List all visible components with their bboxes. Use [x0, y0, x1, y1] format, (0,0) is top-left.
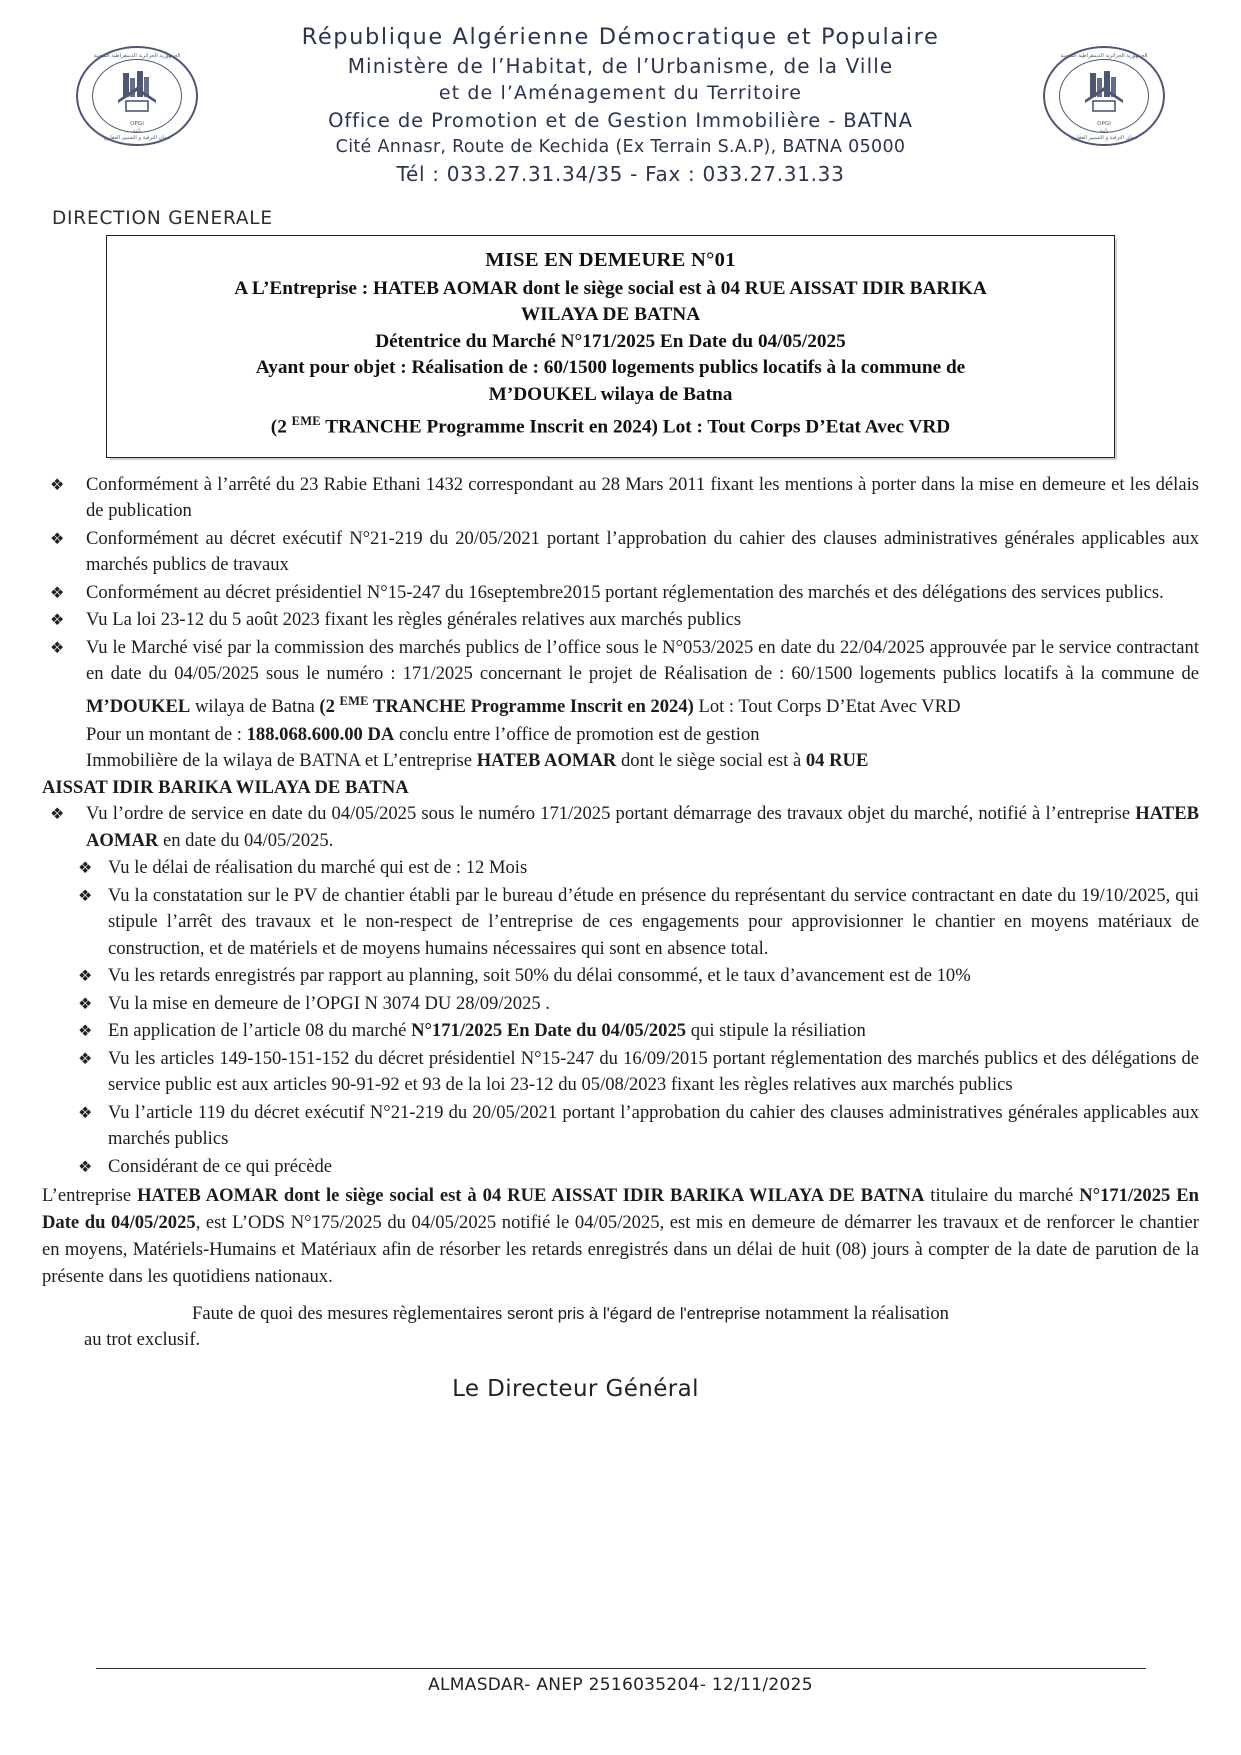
page-footer: [0, 1668, 1241, 1695]
diamond-bullet-icon: ❖: [78, 968, 93, 986]
list-item: [42, 1100, 1199, 1153]
conclusion-rest: , est L’ODS N°175/2025 du 04/05/2025 notifié le 04/05/2025, est mis en demeure de démarrer les travaux et de renforcer le chantier en moyens, Matériels-Humains et Matériaux afin de résorber les retards enregistrés dans un délai de huit (08) jours à compter de la date de parution de la présente dans les quotidiens nationaux.: [42, 1212, 1199, 1288]
list-item: [42, 991, 1199, 1018]
conclusion-prefix: L’entreprise: [42, 1185, 138, 1207]
tranche-superscript: EME: [291, 414, 321, 428]
stamp-arabic-bottom-text: ديوان الترقية و التسيير العقاري: [1070, 134, 1138, 141]
commune-name: M’DOUKEL: [86, 696, 191, 718]
stamp-caption-secondary: باتنة: [1099, 128, 1109, 134]
list-item: [42, 472, 1199, 525]
title-line-marche: Détentrice du Marché N°171/2025 En Date du 04/05/2025: [375, 330, 846, 352]
list-item: [42, 1018, 1199, 1045]
opgi-building-logo-icon: [106, 70, 168, 118]
diamond-bullet-icon: ❖: [78, 1104, 93, 1122]
diamond-bullet-icon: ❖: [78, 995, 93, 1013]
tranche-superscript: EME: [339, 693, 369, 708]
stamp-arabic-bottom-text: ديوان الترقية و التسيير العقاري: [103, 134, 171, 141]
list-item-text: Vu les retards enregistrés par rapport au planning, soit 50% du délai consommé, et le taux d’avancement est de 10%: [108, 965, 971, 987]
company-address-part: 04 RUE: [805, 750, 869, 772]
title-box-wrapper: [106, 235, 1115, 458]
faute-continuation: au trot exclusif.: [84, 1329, 201, 1351]
phone-fax-line: Tél : 033.27.31.34/35 - Fax : 033.27.31.33: [396, 162, 845, 186]
list-item-text-cont: wilaya de Batna: [190, 696, 320, 718]
faute-de-quoi-paragraph: [42, 1300, 1199, 1327]
company-name: HATEB AOMAR: [86, 803, 1199, 851]
tranche-prefix: (2: [270, 416, 292, 438]
list-item: [42, 607, 1199, 634]
amount-suffix: conclu entre l’office de promotion est de gestion: [394, 723, 760, 745]
tranche-bold-prefix: (2: [319, 696, 340, 718]
footer-anep-reference: ALMASDAR- ANEP 2516035204- 12/11/2025: [428, 1675, 813, 1695]
inserted-clause-text: seront pris à l'égard de l'entreprise: [506, 1304, 761, 1324]
immo-prefix: Immobilière de la wilaya de BATNA et L’entreprise: [86, 750, 477, 772]
list-item-text: Vu les articles 149-150-151-152 du décret présidentiel N°15-247 du 16/09/2015 portant réglementation des marchés publics et des délégations de service public est aux articles 90-91-92 et 93 de la loi 23-12 du 05/08/2023 fixant les règles relatives aux marchés publics: [108, 1047, 1199, 1096]
letterhead: [0, 0, 1241, 200]
tranche-bold-suffix: TRANCHE Programme Inscrit en 2024): [368, 696, 694, 718]
list-item-text: Vu le Marché visé par la commission des marchés publics de l’office sous le N°053/2025 en date du 22/04/2025 approuvée par le service contractant en date du 04/05/2025 sous le numéro : 171/2025 concernant le projet de Réalisation de : 60/1500 logements publics locatifs à la commune de: [86, 636, 1199, 685]
address-line: Cité Annasr, Route de Kechida (Ex Terrain S.A.P), BATNA 05000: [335, 137, 906, 157]
list-item: [42, 635, 1199, 721]
diamond-bullet-icon: ❖: [50, 612, 65, 630]
direction-generale-label: DIRECTION GENERALE: [52, 208, 273, 229]
diamond-bullet-icon: ❖: [78, 1050, 93, 1068]
list-item-text: Conformément à l’arrêté du 23 Rabie Ethani 1432 correspondant au 28 Mars 2011 fixant les mentions à porter dans la mise en demeure et les délais de publication: [86, 473, 1199, 522]
diamond-bullet-icon: ❖: [78, 1158, 93, 1176]
market-reference: N°171/2025 En Date du 04/05/2025: [42, 1185, 1199, 1234]
ministry-line-2: et de l’Aménagement du Territoire: [438, 82, 803, 104]
official-stamp-right: [1043, 46, 1165, 146]
republic-line: République Algérienne Démocratique et Populaire: [301, 24, 940, 50]
mise-en-demeure-title-box: [106, 235, 1115, 458]
faute-suffix: notamment la réalisation: [760, 1303, 949, 1325]
market-reference: N°171/2025 En Date du 04/05/2025: [411, 1020, 687, 1042]
stamp-arabic-top-text: الجمهورية الجزائرية الديمقراطية الشعبية: [93, 52, 181, 59]
faute-prefix: Faute de quoi des mesures règlementaires: [192, 1303, 507, 1325]
title-line-tranche: [121, 408, 1100, 441]
company-address-full: AISSAT IDIR BARIKA WILAYA DE BATNA: [42, 776, 409, 798]
amount-prefix: Pour un montant de :: [86, 723, 247, 745]
ministry-line-1: Ministère de l’Habitat, de l’Urbanisme, de la Ville: [347, 54, 894, 78]
immobiliere-paragraph: [42, 748, 1199, 775]
diamond-bullet-icon: ❖: [78, 887, 93, 905]
list-item: [42, 526, 1199, 579]
list-item-text: Conformément au décret exécutif N°21-219 du 20/05/2021 portant l’approbation du cahier des clauses administratives générales applicables aux marchés publics de travaux: [86, 527, 1199, 576]
list-item-text: Vu l’ordre de service en date du 04/05/2025 sous le numéro 171/2025 portant démarrage des travaux objet du marché, notifié à l’entreprise: [86, 803, 1136, 825]
official-stamp-left: [76, 46, 198, 146]
contract-amount: 188.068.600.00 DA: [246, 723, 395, 745]
immo-mid: dont le siège social est à: [616, 750, 806, 772]
list-item-text: Considérant de ce qui précède: [108, 1155, 333, 1177]
stamp-arabic-top-text: الجمهورية الجزائرية الديمقراطية الشعبية: [1060, 52, 1148, 59]
conclusion-mid: titulaire du marché: [924, 1185, 1080, 1207]
list-item-text: Vu le délai de réalisation du marché qui est de : 12 Mois: [108, 857, 528, 879]
diamond-bullet-icon: ❖: [50, 530, 65, 548]
list-item-text-cont: qui stipule la résiliation: [686, 1020, 866, 1042]
company-address-line: [42, 775, 1199, 802]
amount-paragraph: [42, 722, 1199, 749]
signature-title: Le Directeur Général: [452, 1375, 699, 1402]
list-item-text: Vu la constatation sur le PV de chantier établi par le bureau d’étude en présence du représentant du service contractant en date du 19/10/2025, qui stipule l’arrêt des travaux et le non-respect de l’entreprise de ces engagements pour approvisionner le chantier en moyens matériaux de construction, et de matériels et de moyens humains nécessaires qui sont en absence total.: [108, 884, 1199, 959]
title-line-wilaya: WILAYA DE BATNA: [520, 304, 701, 325]
opgi-building-logo-icon: [1073, 70, 1135, 118]
stamp-caption: OPGI: [1097, 121, 1111, 127]
list-item-text: Vu l’article 119 du décret exécutif N°21-219 du 20/05/2021 portant l’approbation du cahier des clauses administratives générales applicables aux marchés publics: [108, 1101, 1199, 1150]
diamond-bullet-icon: ❖: [50, 476, 65, 494]
diamond-bullet-icon: ❖: [50, 584, 65, 602]
tranche-suffix: TRANCHE Programme Inscrit en 2024) Lot : Tout Corps D’Etat Avec VRD: [320, 416, 951, 438]
title-line-commune: M’DOUKEL wilaya de Batna: [488, 383, 733, 405]
list-item: [42, 1046, 1199, 1099]
title-line-entreprise: A L’Entreprise : HATEB AOMAR dont le siège social est à 04 RUE AISSAT IDIR BARIKA: [234, 277, 987, 299]
list-item: [42, 801, 1199, 854]
conclusion-paragraph: [42, 1182, 1199, 1290]
company-name: HATEB AOMAR: [476, 750, 617, 772]
diamond-bullet-icon: ❖: [78, 860, 93, 878]
list-item: [42, 580, 1199, 607]
document-body: [42, 472, 1199, 1402]
list-item: [42, 1154, 1199, 1181]
list-item-text: Vu La loi 23-12 du 5 août 2023 fixant les règles générales relatives aux marchés publics: [86, 609, 742, 631]
title-line-objet: Ayant pour objet : Réalisation de : 60/1500 logements publics locatifs à la commune de: [255, 357, 966, 378]
diamond-bullet-icon: ❖: [78, 1023, 93, 1041]
office-line: Office de Promotion et de Gestion Immobilière - BATNA: [328, 109, 913, 132]
list-item-text-cont: en date du 04/05/2025.: [158, 829, 334, 851]
title-heading: MISE EN DEMEURE N°01: [485, 249, 736, 271]
lot-text: Lot : Tout Corps D’Etat Avec VRD: [693, 696, 961, 718]
list-item: [42, 963, 1199, 990]
list-item-text: Vu la mise en demeure de l’OPGI N 3074 DU 28/09/2025 .: [108, 992, 550, 1014]
list-item-text: Conformément au décret présidentiel N°15-247 du 16septembre2015 portant réglementation des marchés et des délégations des services publics.: [86, 581, 1164, 603]
list-item-text: En application de l’article 08 du marché: [108, 1020, 412, 1042]
footer-divider: [96, 1668, 1146, 1669]
company-full-identity: HATEB AOMAR dont le siège social est à 04 RUE AISSAT IDIR BARIKA WILAYA DE BATNA: [137, 1185, 925, 1207]
diamond-bullet-icon: ❖: [50, 806, 65, 824]
list-item: [42, 855, 1199, 882]
list-item: [42, 883, 1199, 963]
stamp-caption-secondary: باتنة: [132, 128, 142, 134]
diamond-bullet-icon: ❖: [50, 639, 65, 657]
stamp-caption: OPGI: [130, 121, 144, 127]
